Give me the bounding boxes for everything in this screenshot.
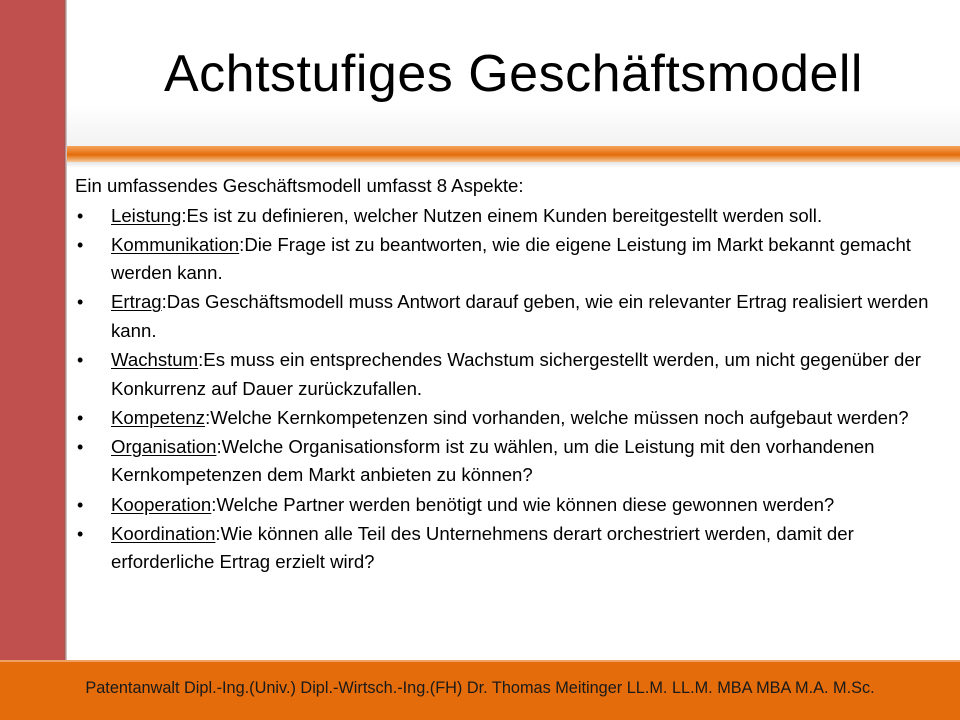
bullet-icon: • — [77, 234, 84, 255]
title-divider — [67, 146, 960, 162]
aspect-term: Kooperation — [111, 493, 212, 515]
aspect-item-koordination — [75, 520, 947, 577]
aspect-item-leistung — [75, 202, 947, 231]
title-divider-shadow — [67, 162, 960, 168]
aspect-term: Kommunikation — [111, 233, 240, 255]
aspect-item-ertrag — [75, 288, 947, 345]
aspect-description: :Das Geschäftsmodell muss Antwort darauf geben, wie ein relevanter Ertrag realisiert werden kann. — [111, 291, 929, 341]
bullet-icon: • — [77, 350, 84, 371]
content-body — [75, 172, 947, 577]
aspect-description: :Welche Kernkompetenzen sind vorhanden, welche müssen noch aufgebaut werden? — [205, 406, 909, 428]
bullet-icon: • — [77, 407, 84, 428]
bullet-icon: • — [77, 436, 84, 457]
aspect-item-organisation — [75, 433, 947, 490]
aspect-term: Ertrag — [111, 291, 162, 313]
aspect-term: Wachstum — [111, 349, 199, 371]
bullet-icon: • — [77, 494, 84, 515]
aspect-description: :Welche Partner werden benötigt und wie können diese gewonnen werden? — [211, 493, 835, 515]
aspect-description: :Es muss ein entsprechendes Wachstum sichergestellt werden, um nicht gegenüber der Konkurrenz auf Dauer zurückzufallen. — [111, 349, 921, 399]
intro-text: Ein umfassendes Geschäftsmodell umfasst 8 Aspekte: — [75, 175, 524, 196]
aspect-description: :Die Frage ist zu beantworten, wie die eigene Leistung im Markt bekannt gemacht werden kann. — [111, 233, 911, 284]
aspect-term: Organisation — [111, 435, 217, 457]
aspect-item-kompetenz — [75, 404, 947, 433]
left-accent-bar — [0, 0, 64, 662]
aspect-item-kooperation — [75, 491, 947, 520]
bullet-icon: • — [77, 292, 84, 313]
footer-text: Patentanwalt Dipl.-Ing.(Univ.) Dipl.-Wirtsch.-Ing.(FH) Dr. Thomas Meitinger LL.M. LL.M. MBA MBA M.A. M.Sc. — [85, 679, 875, 697]
aspect-term: Koordination — [111, 522, 216, 544]
bullet-icon: • — [77, 205, 84, 226]
aspect-item-wachstum — [75, 346, 947, 403]
aspect-list — [75, 202, 947, 577]
bullet-icon: • — [77, 523, 84, 544]
slide-title: Achtstufiges Geschäftsmodell — [164, 45, 863, 103]
aspect-term: Kompetenz — [111, 406, 206, 428]
aspect-description: :Es ist zu definieren, welcher Nutzen einem Kunden bereitgestellt werden soll. — [181, 204, 823, 226]
aspect-item-kommunikation — [75, 231, 947, 288]
aspect-term: Leistung — [111, 204, 182, 226]
aspect-description: :Welche Organisationsform ist zu wählen, um die Leistung mit den vorhandenen Kernkompetenzen dem Markt anbieten zu können? — [111, 435, 875, 486]
aspect-description: :Wie können alle Teil des Unternehmens derart orchestriert werden, damit der erforderliche Ertrag erzielt wird? — [111, 522, 854, 573]
